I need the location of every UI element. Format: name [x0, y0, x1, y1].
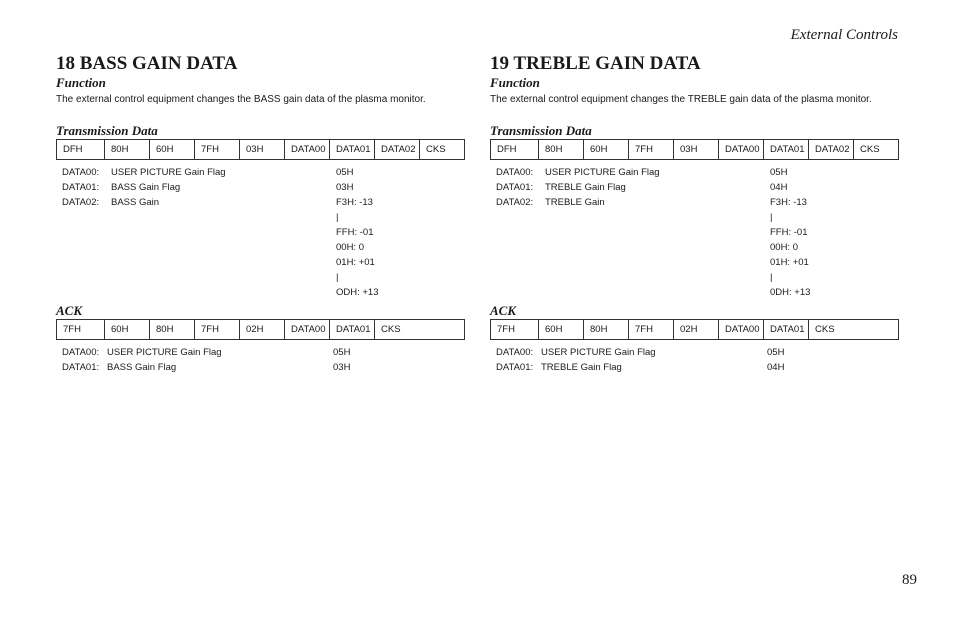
data-row	[490, 210, 900, 225]
frame-byte: 60H	[539, 320, 584, 340]
frame-byte: 7FH	[491, 320, 539, 340]
transmission-frame-row	[491, 140, 899, 160]
frame-byte: DATA01	[330, 140, 375, 160]
data-value: FFH: -01	[770, 227, 808, 238]
data-row	[56, 285, 466, 300]
frame-byte: 80H	[105, 140, 150, 160]
data-desc: TREBLE Gain	[545, 197, 605, 208]
data-value: 01H: +01	[770, 257, 809, 268]
data-value: 04H	[767, 362, 785, 373]
frame-byte: DATA00	[285, 140, 330, 160]
frame-byte: DATA01	[330, 320, 375, 340]
transmission-data-list	[490, 165, 900, 300]
page-number: 89	[902, 572, 917, 588]
data-row	[490, 285, 900, 300]
function-heading: Function	[56, 75, 106, 90]
section-header: External Controls	[790, 27, 898, 43]
data-value: 01H: +01	[336, 257, 375, 268]
data-id: DATA01:	[496, 362, 534, 373]
data-value: 0DH: +13	[770, 287, 811, 298]
frame-byte: 03H	[240, 140, 285, 160]
section-title: 19 TREBLE GAIN DATA	[490, 53, 701, 74]
data-desc: BASS Gain Flag	[111, 182, 181, 193]
data-value: 05H	[770, 167, 788, 178]
data-value: |	[336, 212, 339, 223]
data-id: DATA02:	[496, 197, 534, 208]
data-id: DATA02:	[62, 197, 100, 208]
frame-byte: 80H	[539, 140, 584, 160]
function-text: The external control equipment changes the BASS gain data of the plasma monitor.	[56, 94, 426, 105]
frame-byte: 80H	[584, 320, 629, 340]
data-row	[490, 195, 900, 210]
frame-byte: 7FH	[195, 140, 240, 160]
frame-byte: CKS	[809, 320, 899, 340]
transmission-frame-row	[57, 140, 465, 160]
frame-byte: DATA00	[719, 320, 764, 340]
frame-byte: 60H	[584, 140, 629, 160]
data-row	[56, 360, 466, 375]
frame-byte: 7FH	[57, 320, 105, 340]
data-id: DATA00:	[496, 347, 534, 358]
frame-byte: DATA00	[285, 320, 330, 340]
data-row	[490, 270, 900, 285]
data-row	[56, 165, 466, 180]
data-row	[490, 165, 900, 180]
ack-frame-row	[57, 320, 465, 340]
function-text: The external control equipment changes the TREBLE gain data of the plasma monitor.	[490, 94, 872, 105]
data-desc: USER PICTURE Gain Flag	[545, 167, 660, 178]
data-value: 00H: 0	[770, 242, 798, 253]
data-value: 03H	[333, 362, 351, 373]
data-value: 04H	[770, 182, 788, 193]
ack-frame-table	[56, 319, 465, 340]
frame-byte: DFH	[57, 140, 105, 160]
data-value: |	[770, 272, 773, 283]
frame-byte: DFH	[491, 140, 539, 160]
frame-byte: 80H	[150, 320, 195, 340]
transmission-frame-table	[56, 139, 465, 160]
data-value: |	[770, 212, 773, 223]
ack-data-list	[56, 345, 466, 375]
data-desc: USER PICTURE Gain Flag	[541, 347, 656, 358]
data-row	[490, 345, 900, 360]
data-row	[56, 180, 466, 195]
data-id: DATA01:	[62, 362, 100, 373]
data-row	[490, 225, 900, 240]
data-row	[56, 270, 466, 285]
data-row	[490, 240, 900, 255]
data-desc: USER PICTURE Gain Flag	[107, 347, 222, 358]
data-desc: USER PICTURE Gain Flag	[111, 167, 226, 178]
data-row	[56, 210, 466, 225]
data-value: 05H	[336, 167, 354, 178]
bass-section	[56, 53, 466, 375]
section-title: 18 BASS GAIN DATA	[56, 53, 238, 74]
data-id: DATA00:	[62, 167, 100, 178]
ack-frame-row	[491, 320, 899, 340]
data-row	[490, 255, 900, 270]
transmission-frame-table	[490, 139, 899, 160]
frame-byte: 02H	[240, 320, 285, 340]
data-id: DATA00:	[62, 347, 100, 358]
frame-byte: CKS	[420, 140, 465, 160]
frame-byte: DATA01	[764, 140, 809, 160]
frame-byte: 7FH	[629, 320, 674, 340]
treble-section	[490, 53, 900, 375]
frame-byte: DATA00	[719, 140, 764, 160]
data-value: 05H	[333, 347, 351, 358]
data-desc: TREBLE Gain Flag	[541, 362, 622, 373]
ack-data-list	[490, 345, 900, 375]
function-heading: Function	[490, 75, 540, 90]
data-value: 00H: 0	[336, 242, 364, 253]
transmission-data-list	[56, 165, 466, 300]
frame-byte: DATA02	[375, 140, 420, 160]
frame-byte: CKS	[375, 320, 465, 340]
ack-heading: ACK	[490, 303, 517, 318]
transmission-heading: Transmission Data	[490, 123, 592, 138]
frame-byte: 02H	[674, 320, 719, 340]
data-value: 05H	[767, 347, 785, 358]
frame-byte: 7FH	[195, 320, 240, 340]
data-row	[56, 345, 466, 360]
data-value: 03H	[336, 182, 354, 193]
data-row	[490, 180, 900, 195]
data-desc: TREBLE Gain Flag	[545, 182, 626, 193]
frame-byte: 60H	[150, 140, 195, 160]
data-desc: BASS Gain Flag	[107, 362, 177, 373]
data-desc: BASS Gain	[111, 197, 160, 208]
frame-byte: 7FH	[629, 140, 674, 160]
frame-byte: CKS	[854, 140, 899, 160]
data-value: ODH: +13	[336, 287, 379, 298]
data-row	[56, 240, 466, 255]
transmission-heading: Transmission Data	[56, 123, 158, 138]
data-id: DATA01:	[496, 182, 534, 193]
data-row	[56, 195, 466, 210]
frame-byte: 03H	[674, 140, 719, 160]
data-row	[56, 225, 466, 240]
frame-byte: 60H	[105, 320, 150, 340]
ack-heading: ACK	[56, 303, 83, 318]
frame-byte: DATA01	[764, 320, 809, 340]
data-row	[56, 255, 466, 270]
data-value: F3H: -13	[336, 197, 373, 208]
frame-byte: DATA02	[809, 140, 854, 160]
data-value: F3H: -13	[770, 197, 807, 208]
data-value: |	[336, 272, 339, 283]
data-value: FFH: -01	[336, 227, 374, 238]
ack-frame-table	[490, 319, 899, 340]
data-id: DATA01:	[62, 182, 100, 193]
data-id: DATA00:	[496, 167, 534, 178]
data-row	[490, 360, 900, 375]
